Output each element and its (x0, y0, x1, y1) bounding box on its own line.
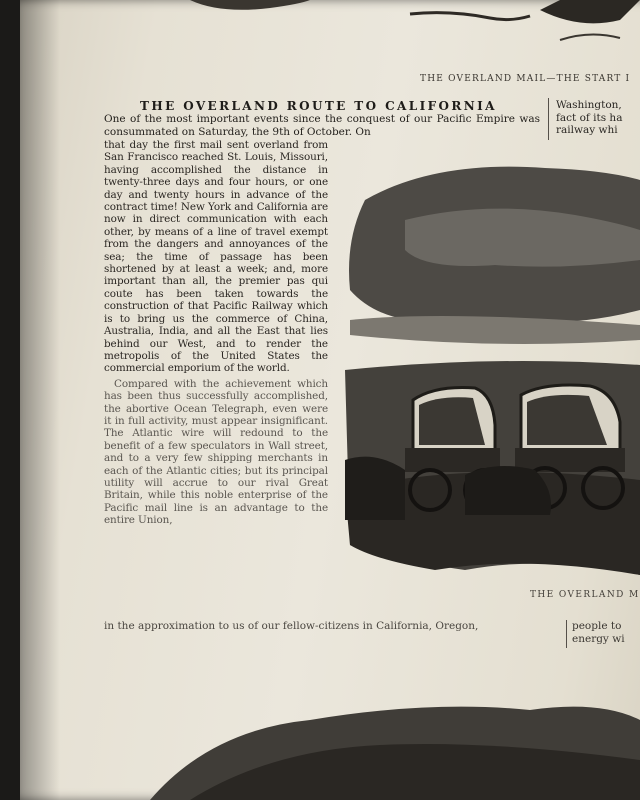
opening-paragraph: One of the most important events since the conquest of our Pacific Empire was consummated on Saturday, the 9th of October. On (104, 113, 540, 138)
bottom-right-line: people to (572, 620, 622, 632)
stagecoach-engraving (345, 160, 640, 580)
body-paragraph: that day the first mail sent overland from San Francisco reached St. Louis, Missouri, having accomplished the distance in twenty-three days and four hours, or one day and twenty hours in advance of the contract time! New York and California are now in direct communication with each other, by means of a line of travel exempt from the dangers and annoyances of the sea; the time of passage has been shortened by at least a week; and, more important than all, the premier pas qui coute has been taken towards the construction of that Pacific Railway which is to bring us the commerce of China, Australia, India, and all the East that lies behind our West, and to render the metropolis of the United States the commercial emporium of the world. (104, 139, 328, 375)
article-headline: THE OVERLAND ROUTE TO CALIFORNIA (140, 99, 497, 113)
lower-engraving-fragment (150, 670, 640, 800)
column-rule (548, 98, 549, 140)
column-rule (566, 620, 567, 648)
binding-shadow (20, 0, 60, 800)
right-column-line: Washington, (556, 99, 622, 111)
right-column-fragment (556, 99, 622, 137)
body-paragraph: Compared with the achievement which has been thus successfully accomplished, the abortive Ocean Telegraph, even were it in full activity, must appear insignificant. The Atlantic wire will redound to the benefit of a few speculators in Wall street, and to a very few shipping merchants in each of the Atlantic cities; but its principal utility will accrue to our rival Great Britain, while this noble enterprise of the Pacific mail line is an advantage to the entire Union, (104, 377, 328, 527)
bottom-wide-lines (104, 620, 564, 633)
bottom-right-fragment (572, 620, 625, 646)
right-column-line: railway whi (556, 124, 618, 136)
article-body-column (104, 139, 328, 527)
bottom-right-line: energy wi (572, 633, 625, 645)
illustration-caption: THE OVERLAND M (530, 590, 640, 600)
top-engraving-fragment (180, 0, 640, 55)
right-column-line: fact of its ha (556, 111, 623, 124)
bottom-line: in the approximation to us of our fellow-citizens in California, Oregon, (104, 620, 479, 632)
running-head: THE OVERLAND MAIL—THE START I (420, 74, 631, 84)
